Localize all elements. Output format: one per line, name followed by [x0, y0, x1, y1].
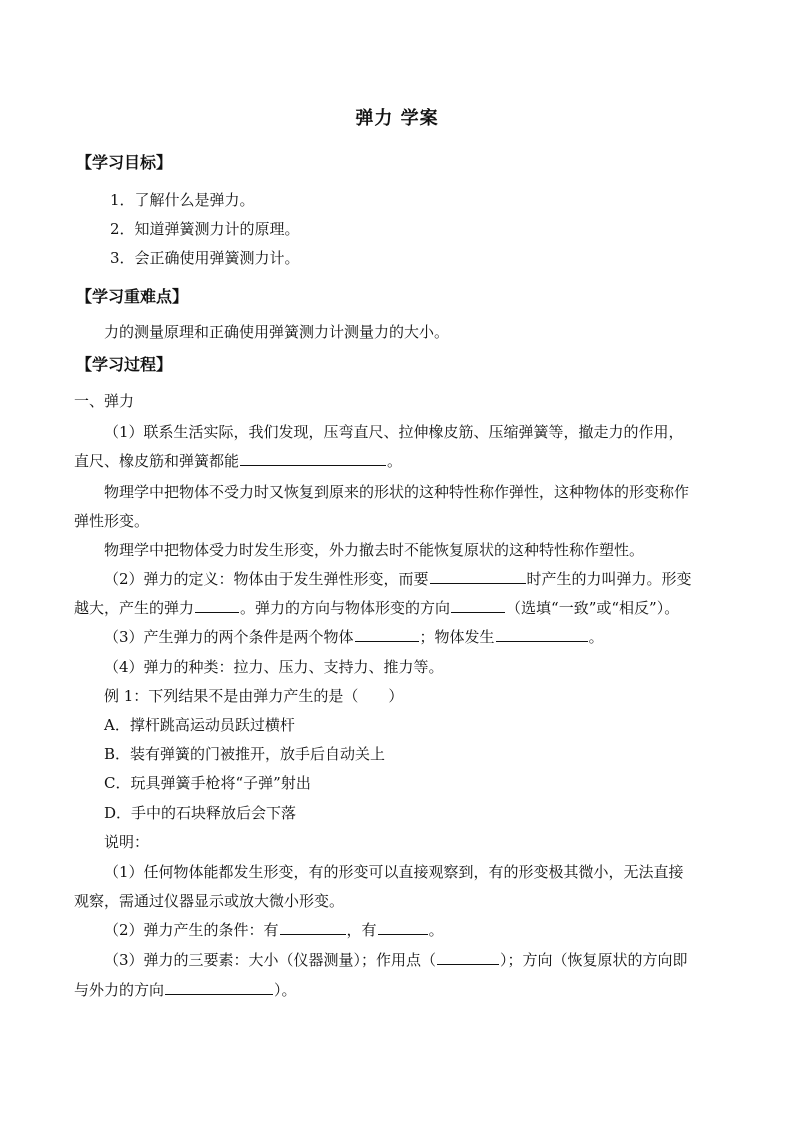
paragraph-1-line-2: 直尺、橡皮筋和弹簧都能 。 [74, 452, 403, 470]
section-heading-key-points: 【学习重难点】 [76, 287, 189, 306]
option-c[interactable]: C．玩具弹簧手枪将“子弹”射出 [104, 774, 311, 792]
key-points-text: 力的测量原理和正确使用弹簧测力计测量力的大小。 [104, 323, 450, 341]
answer-blank[interactable] [496, 627, 588, 642]
section-heading-objectives: 【学习目标】 [76, 153, 173, 172]
answer-blank[interactable] [165, 980, 273, 995]
paragraph-4-line-2: 越大，产生的弹力 。弹力的方向与物体形变的方向 （选填“一致”或“相反”）。 [74, 599, 680, 617]
answer-blank[interactable] [355, 627, 419, 642]
paragraph-5: （3）产生弹力的两个条件是两个物体 ；物体发生 。 [104, 628, 604, 646]
objective-item-2: 2．知道弹簧测力计的原理。 [110, 220, 300, 238]
answer-blank[interactable] [240, 451, 386, 466]
part-title-elastic-force: 一、弹力 [74, 392, 135, 410]
note-3-line-2: 与外力的方向 ）。 [74, 981, 297, 999]
note-label: 说明： [104, 833, 150, 851]
answer-blank[interactable] [430, 569, 526, 584]
paragraph-3: 物理学中把物体受力时发生形变，外力撤去时不能恢复原状的这种特性称作塑性。 [104, 541, 645, 559]
paragraph-1-line-1: （1）联系生活实际，我们发现，压弯直尺、拉伸橡皮筋、压缩弹簧等，撤走力的作用， [104, 423, 684, 441]
paragraph-4-line-1: （2）弹力的定义：物体由于发生弹性形变，而要 时产生的力叫弹力。形变 [104, 570, 692, 588]
answer-blank[interactable] [195, 598, 239, 613]
example-question: 例 1：下列结果不是由弹力产生的是（ ） [104, 687, 404, 705]
paragraph-2-line-1: 物理学中把物体不受力时又恢复到原来的形状的这种特性称作弹性，这种物体的形变称作 [104, 483, 690, 501]
page-title: 弹力 学案 [355, 108, 439, 129]
note-2: （2）弹力产生的条件：有 ，有 。 [104, 921, 444, 939]
option-d[interactable]: D．手中的石块释放后会下落 [104, 804, 297, 822]
answer-blank[interactable] [437, 950, 499, 965]
option-b[interactable]: B．装有弹簧的门被推开，放手后自动关上 [104, 745, 386, 763]
answer-blank[interactable] [378, 920, 428, 935]
note-3-line-1: （3）弹力的三要素：大小（仪器测量）；作用点（ ）；方向（恢复原状的方向即 [104, 951, 688, 969]
note-1-line-2: 观察，需通过仪器显示或放大微小形变。 [74, 892, 345, 910]
paragraph-6: （4）弹力的种类：拉力、压力、支持力、推力等。 [104, 658, 444, 676]
option-a[interactable]: A．撑杆跳高运动员跃过横杆 [104, 716, 295, 734]
objective-item-3: 3．会正确使用弹簧测力计。 [110, 249, 300, 267]
note-1-line-1: （1）任何物体能都发生形变，有的形变可以直接观察到，有的形变极其微小，无法直接 [104, 863, 684, 881]
paragraph-2-line-2: 弹性形变。 [74, 512, 150, 530]
section-heading-process: 【学习过程】 [76, 355, 173, 374]
objective-item-1: 1．了解什么是弹力。 [110, 191, 255, 209]
answer-blank[interactable] [280, 920, 346, 935]
answer-blank[interactable] [451, 598, 505, 613]
